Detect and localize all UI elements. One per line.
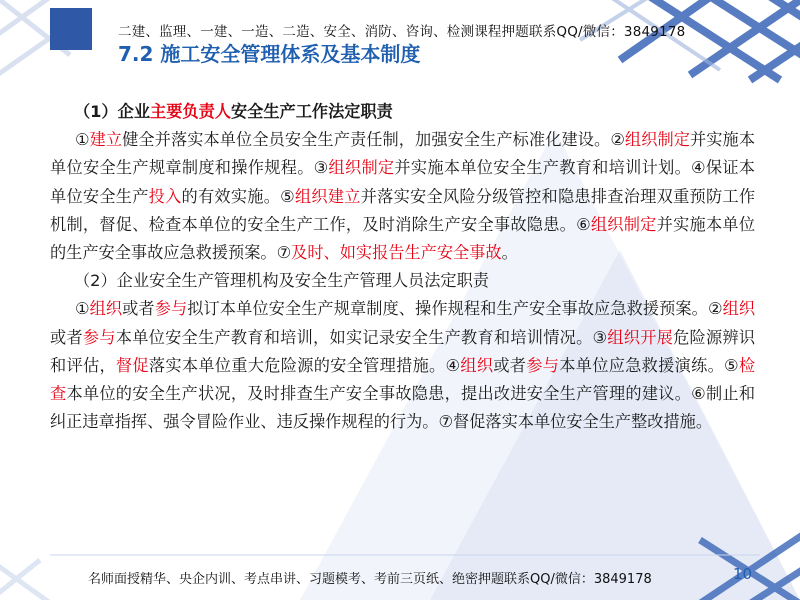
footer-contact-note: 名师面授精华、央企内训、考点串讲、习题模考、考前三页纸、绝密押题联系QQ/微信：3849178 — [88, 572, 652, 587]
section2-body: ①组织或者参与拟订本单位安全生产规章制度、操作规程和生产安全事故应急救援预案。②组织或者参与本单位安全生产教育和培训，如实记录安全生产教育和培训情况。③组织开展危险源辨识和评估，督促落实本单位重大危险源的安全管理措施。④组织或者参与本单位应急救援演练。⑤检查本单位的安全生产状况，及时排查生产安全事故隐患，提出改进安全生产管理的建议。⑥制止和纠正违章指挥、强令冒险作业、违反操作规程的行为。⑦督促落实本单位安全生产整改措施。 — [50, 299, 756, 432]
slide-title: 7.2 施工安全管理体系及基本制度 — [118, 42, 421, 66]
highlight-term: 组织 — [722, 299, 756, 319]
highlight-term: 组织 — [89, 299, 123, 319]
section1-body: ①建立健全并落实本单位全员安全生产责任制，加强安全生产标准化建设。②组织制定并实施本单位安全生产规章制度和操作规程。③组织制定并实施本单位安全生产教育和培训计划。④保证本单位安全生产投入的有效实施。⑤组织建立并落实安全风险分级管控和隐患排查治理双重预防工作机制，督促、检查本单位的安全生产工作，及时消除生产安全事故隐患。⑥组织制定并实施本单位的生产安全事故应急救援预案。⑦及时、如实报告生产安全事故。 — [50, 130, 756, 263]
highlight-term: 建立 — [89, 130, 123, 150]
logo-square — [50, 8, 92, 50]
highlight-term: 组织 — [460, 355, 494, 375]
highlight-term: 组织建立 — [294, 186, 361, 206]
section2-heading: （2）企业安全生产管理机构及安全生产管理人员法定职责 — [74, 271, 489, 291]
highlight-term: 组织制定 — [328, 158, 395, 178]
highlight-term: 参与 — [82, 327, 116, 347]
section1-heading: （1）企业主要负责人安全生产工作法定职责 — [74, 102, 393, 121]
highlight-term: 督促 — [115, 355, 149, 375]
highlight-term: 参与 — [526, 355, 560, 375]
highlight-term: 组织制定 — [624, 130, 691, 150]
highlight-term: 及时、如实报告生产安全事故 — [291, 243, 502, 263]
highlight-term: 组织开展 — [607, 327, 674, 347]
header-contact-note: 二建、监理、一建、一造、二造、安全、消防、咨询、检测课程押题联系QQ/微信：3849178 — [118, 24, 686, 40]
highlight-term: 参与 — [154, 299, 188, 319]
page-number: 10 — [733, 565, 753, 583]
highlight-term: 主要负责人 — [150, 102, 231, 121]
highlight-term: 投入 — [148, 186, 182, 206]
slide-content — [50, 98, 755, 436]
highlight-term: 检查 — [50, 355, 756, 404]
highlight-term: 组织制定 — [590, 214, 657, 234]
